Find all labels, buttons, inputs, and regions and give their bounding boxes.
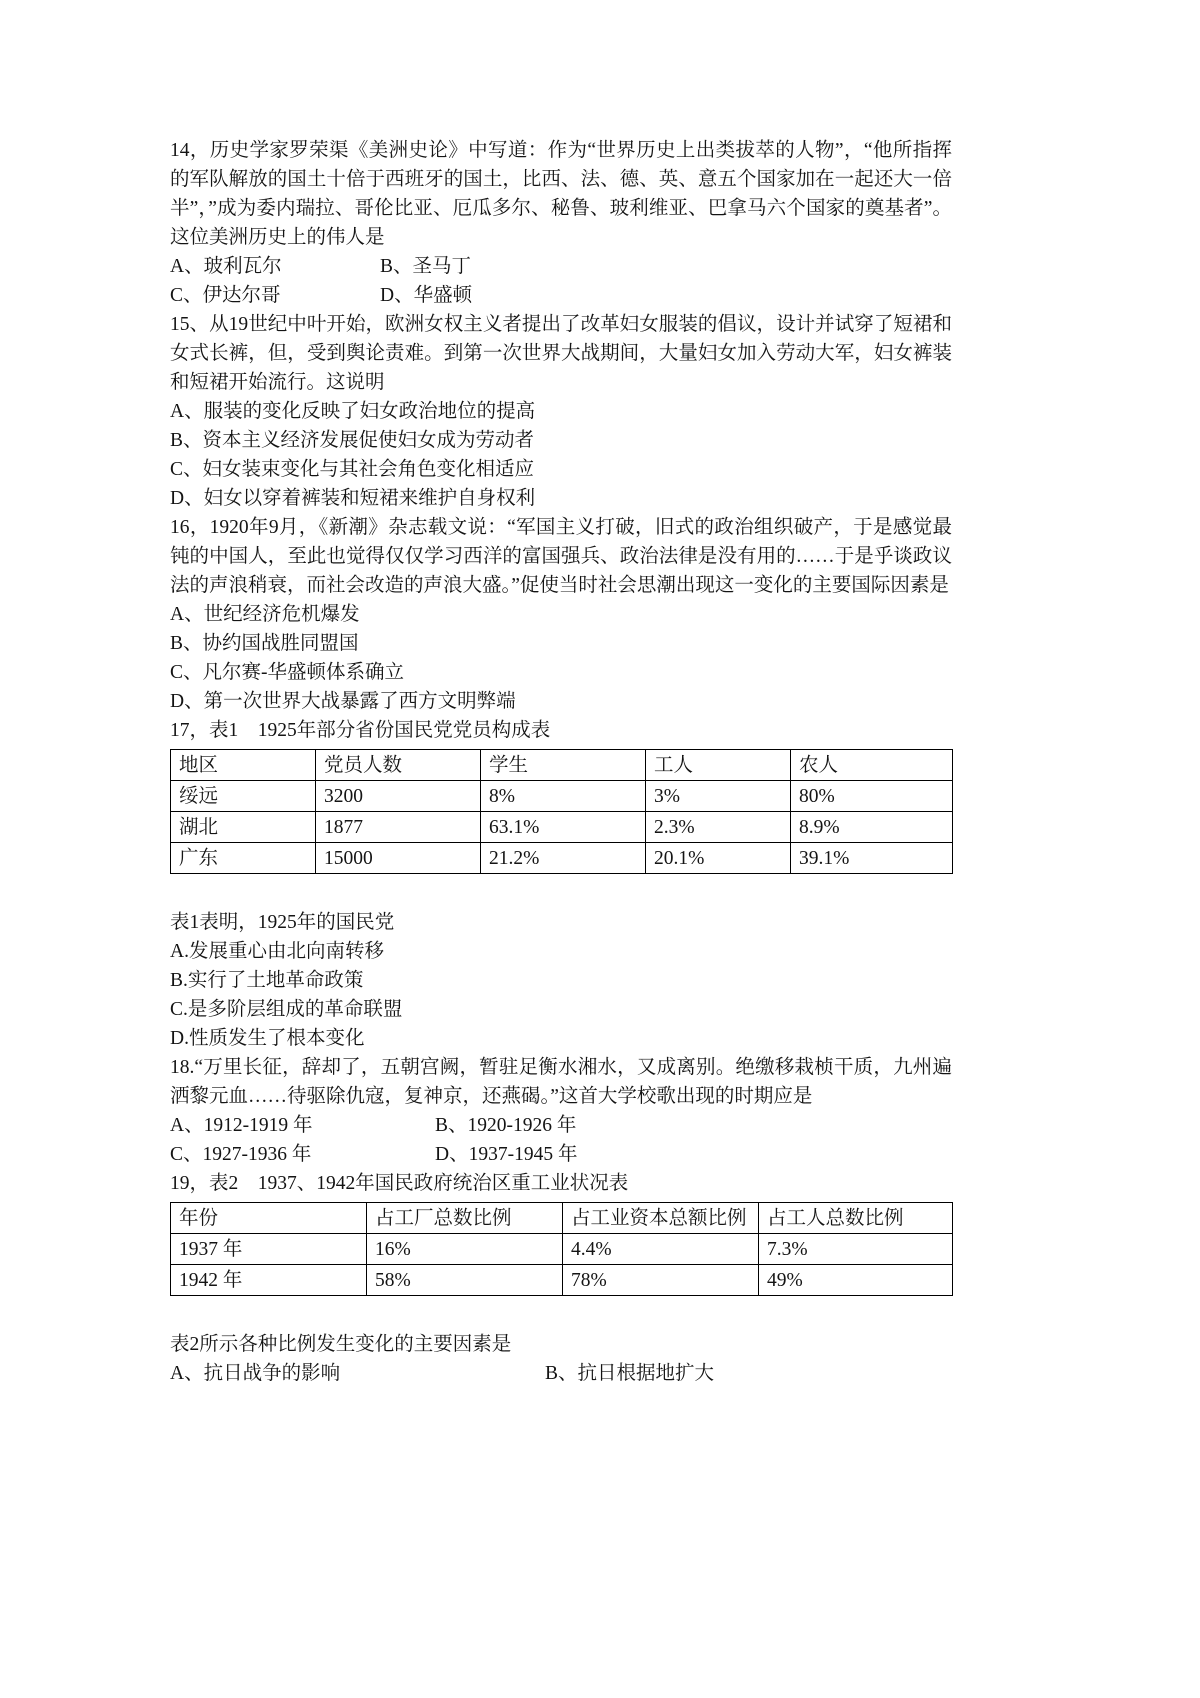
question-19-lead: 表2所示各种比例发生变化的主要因素是 (170, 1334, 512, 1355)
question-18 (170, 1053, 952, 1169)
table-2-header-row (171, 1203, 953, 1234)
table-cell: 58% (367, 1265, 563, 1296)
table-cell: 学生 (481, 750, 646, 781)
question-18-option-b: B、1920-1926 年 (435, 1115, 577, 1136)
table-cell: 广东 (171, 843, 316, 874)
table-cell: 地区 (171, 750, 316, 781)
question-17-option-c: C.是多阶层组成的革命联盟 (170, 999, 403, 1020)
table-1-row (171, 843, 953, 874)
question-16-option-d: D、第一次世界大战暴露了西方文明弊端 (170, 691, 516, 712)
question-14-option-c: C、伊达尔哥 (170, 285, 281, 306)
table-cell: 21.2% (481, 843, 646, 874)
table-cell: 1942 年 (171, 1265, 367, 1296)
question-15-option-d: D、妇女以穿着裤装和短裙来维护自身权利 (170, 488, 536, 509)
table-cell: 湖北 (171, 812, 316, 843)
question-16-stem: 16，1920年9月，《新潮》杂志载文说：“军国主义打破，旧式的政治组织破产，于是感觉最钝的中国人，至此也觉得仅仅学习西洋的富国强兵、政治法律是没有用的……于是乎谈政议法的声浪稍衰，而社会改造的声浪大盛。”促使当时社会思潮出现这一变化的主要国际因素是 (170, 517, 952, 596)
table-cell: 63.1% (481, 812, 646, 843)
table-1-row (171, 781, 953, 812)
table-cell: 80% (791, 781, 953, 812)
question-16-option-a: A、世纪经济危机爆发 (170, 604, 360, 625)
question-14-options-row-1 (170, 252, 952, 281)
question-16-option-b: B、协约国战胜同盟国 (170, 633, 359, 654)
table-cell: 工人 (646, 750, 791, 781)
table-cell: 8% (481, 781, 646, 812)
question-18-stem: 18.“万里长征，辞却了，五朝宫阙，暂驻足衡水湘水，又成离别。绝缴移栽桢干质，九州遍洒黎元血……待驱除仇寇，复神京，还燕碣。”这首大学校歌出现的时期应是 (170, 1057, 952, 1107)
question-18-option-c: C、1927-1936 年 (170, 1144, 312, 1165)
table-cell: 党员人数 (316, 750, 481, 781)
question-17-lead: 表1表明，1925年的国民党 (170, 912, 395, 933)
table-cell: 3% (646, 781, 791, 812)
question-15 (170, 310, 952, 513)
table-cell: 年份 (171, 1203, 367, 1234)
question-19-option-a: A、抗日战争的影响 (170, 1363, 341, 1384)
table-cell: 7.3% (759, 1234, 953, 1265)
table-1-row (171, 812, 953, 843)
table-cell: 占工人总数比例 (759, 1203, 953, 1234)
table-cell: 16% (367, 1234, 563, 1265)
table-cell: 15000 (316, 843, 481, 874)
question-17-option-b: B.实行了土地革命政策 (170, 970, 364, 991)
question-15-stem: 15、从19世纪中叶开始，欧洲女权主义者提出了改革妇女服装的倡议，设计并试穿了短裙和女式长裤，但，受到舆论责难。到第一次世界大战期间，大量妇女加入劳动大军，妇女裤装和短裙开始流行。这说明 (170, 314, 952, 393)
table-cell: 3200 (316, 781, 481, 812)
table-2-row (171, 1234, 953, 1265)
table-2 (170, 1202, 953, 1296)
question-16-option-c: C、凡尔赛-华盛顿体系确立 (170, 662, 405, 683)
table-cell: 绥远 (171, 781, 316, 812)
table-1 (170, 749, 953, 874)
table-cell: 8.9% (791, 812, 953, 843)
question-18-options-row-2 (170, 1140, 952, 1169)
question-18-option-a: A、1912-1919 年 (170, 1115, 313, 1136)
question-14-stem: 14，历史学家罗荣渠《美洲史论》中写道：作为“世界历史上出类拔萃的人物”，“他所指挥的军队解放的国土十倍于西班牙的国土，比西、法、德、英、意五个国家加在一起还大一倍半”，”成为委内瑞拉、哥伦比亚、厄瓜多尔、秘鲁、玻利维亚、巴拿马六个国家的奠基者”。这位美洲历史上的伟人是 (170, 140, 952, 248)
question-19-heading: 19，表2 1937、1942年国民政府统治区重工业状况表 (170, 1173, 629, 1194)
question-16 (170, 513, 952, 716)
table-1-header-row (171, 750, 953, 781)
table-cell: 78% (563, 1265, 759, 1296)
table-cell: 20.1% (646, 843, 791, 874)
question-14-option-a: A、玻利瓦尔 (170, 256, 282, 277)
question-18-option-d: D、1937-1945 年 (435, 1144, 578, 1165)
table-cell: 农人 (791, 750, 953, 781)
table-cell: 1877 (316, 812, 481, 843)
question-19 (170, 1169, 952, 1388)
table-cell: 49% (759, 1265, 953, 1296)
question-17-option-d: D.性质发生了根本变化 (170, 1028, 365, 1049)
question-14-options-row-2 (170, 281, 952, 310)
question-17-heading: 17，表1 1925年部分省份国民党党员构成表 (170, 720, 551, 741)
question-19-options-row (170, 1359, 952, 1388)
question-14-option-d: D、华盛顿 (380, 285, 473, 306)
table-cell: 占工厂总数比例 (367, 1203, 563, 1234)
table-cell: 2.3% (646, 812, 791, 843)
table-cell: 4.4% (563, 1234, 759, 1265)
question-17 (170, 716, 952, 1053)
table-cell: 39.1% (791, 843, 953, 874)
exam-content (170, 136, 952, 1388)
question-18-options-row-1 (170, 1111, 952, 1140)
table-cell: 占工业资本总额比例 (563, 1203, 759, 1234)
question-14-option-b: B、圣马丁 (380, 256, 472, 277)
question-15-option-b: B、资本主义经济发展促使妇女成为劳动者 (170, 430, 535, 451)
question-17-option-a: A.发展重心由北向南转移 (170, 941, 384, 962)
question-19-option-b: B、抗日根据地扩大 (545, 1363, 715, 1384)
question-15-option-c: C、妇女装束变化与其社会角色变化相适应 (170, 459, 535, 480)
table-cell: 1937 年 (171, 1234, 367, 1265)
question-14 (170, 136, 952, 310)
table-2-row (171, 1265, 953, 1296)
question-15-option-a: A、服装的变化反映了妇女政治地位的提高 (170, 401, 536, 422)
